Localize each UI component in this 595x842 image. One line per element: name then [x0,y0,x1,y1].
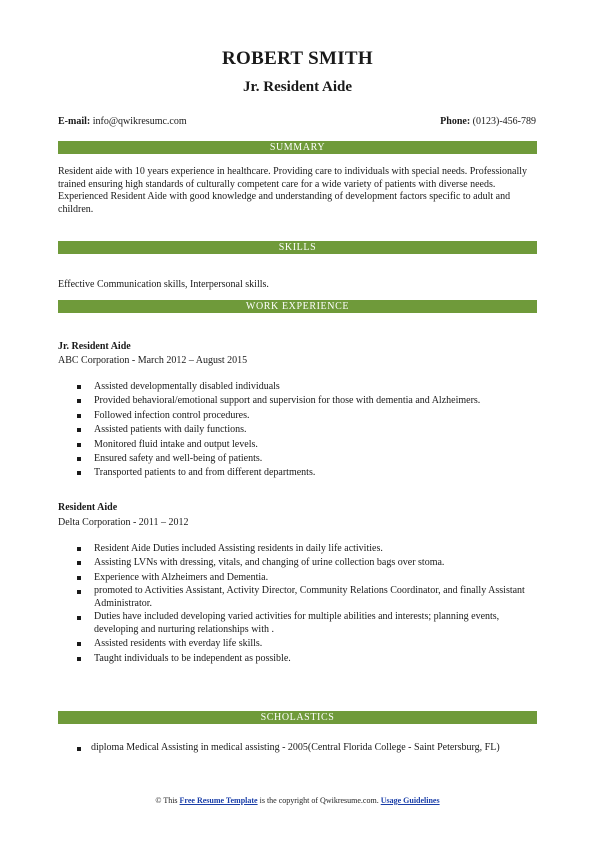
skills-heading: SKILLS [58,241,537,254]
scholastics-list [58,742,540,756]
footer-prefix: © This [155,796,180,805]
list-item: Assisting LVNs with dressing, vitals, and changing of urine collection bags over stoma. [58,556,540,570]
phone-label: Phone: [440,116,471,127]
list-item: Provided behavioral/emotional support and supervision for those with dementia and Alzheimers. [58,394,540,408]
job-company: Delta Corporation - 2011 – 2012 [58,517,189,528]
free-resume-template-link[interactable]: Free Resume Template [179,796,258,805]
job-duties-list [58,380,540,481]
footer-middle: is the copyright of Qwikresume.com. [257,796,381,805]
skills-text: Effective Communication skills, Interpersonal skills. [58,279,269,290]
work-experience-heading: WORK EXPERIENCE [58,300,537,313]
list-item: Monitored fluid intake and output levels. [58,438,540,452]
job-title: Resident Aide [58,502,118,513]
copyright-footer [0,796,595,805]
list-item: Followed infection control procedures. [58,409,540,423]
phone-line [440,116,536,127]
list-item: Transported patients to and from different departments. [58,466,540,480]
email-value: info@qwikresumc.com [92,116,187,127]
email-label: E-mail: [58,116,91,127]
list-item: Assisted residents with everday life skills. [58,637,540,651]
candidate-title: Jr. Resident Aide [242,79,353,95]
scholastics-heading: SCHOLASTICS [58,711,537,724]
list-item: Resident Aide Duties included Assisting residents in daily life activities. [58,542,540,556]
list-item: Assisted developmentally disabled individuals [58,380,540,394]
job-company: ABC Corporation - March 2012 – August 2015 [58,355,248,366]
email-line [58,116,187,127]
phone-value: (0123)-456-789 [472,116,536,127]
summary-heading: SUMMARY [58,141,537,154]
list-item: Assisted patients with daily functions. [58,423,540,437]
job-title: Jr. Resident Aide [58,341,131,352]
list-item: Duties have included developing varied activities for multiple abilities and interests; planning events, developing and nurturing relationships with . [58,611,540,636]
summary-text: Resident aide with 10 years experience in healthcare. Providing care to individuals with special needs. Professionally trained ensuring high standards of culturally competent care for a wide variety of patients with diverse needs. Experienced Resident Aide with good knowledge and understanding of development factors specific to adult and children. [58,166,528,215]
list-item: Experience with Alzheimers and Dementia. [58,571,540,585]
list-item: promoted to Activities Assistant, Activity Director, Community Relations Coordinator, and finally Assistant Administrator. [58,585,540,610]
candidate-name: ROBERT SMITH [222,48,373,69]
job-duties-list [58,542,540,666]
list-item: diploma Medical Assisting in medical assisting - 2005(Central Florida College - Saint Petersburg, FL) [58,742,540,755]
list-item: Ensured safety and well-being of patients. [58,452,540,466]
list-item: Taught individuals to be independent as possible. [58,652,540,666]
usage-guidelines-link[interactable]: Usage Guidelines [380,796,440,805]
